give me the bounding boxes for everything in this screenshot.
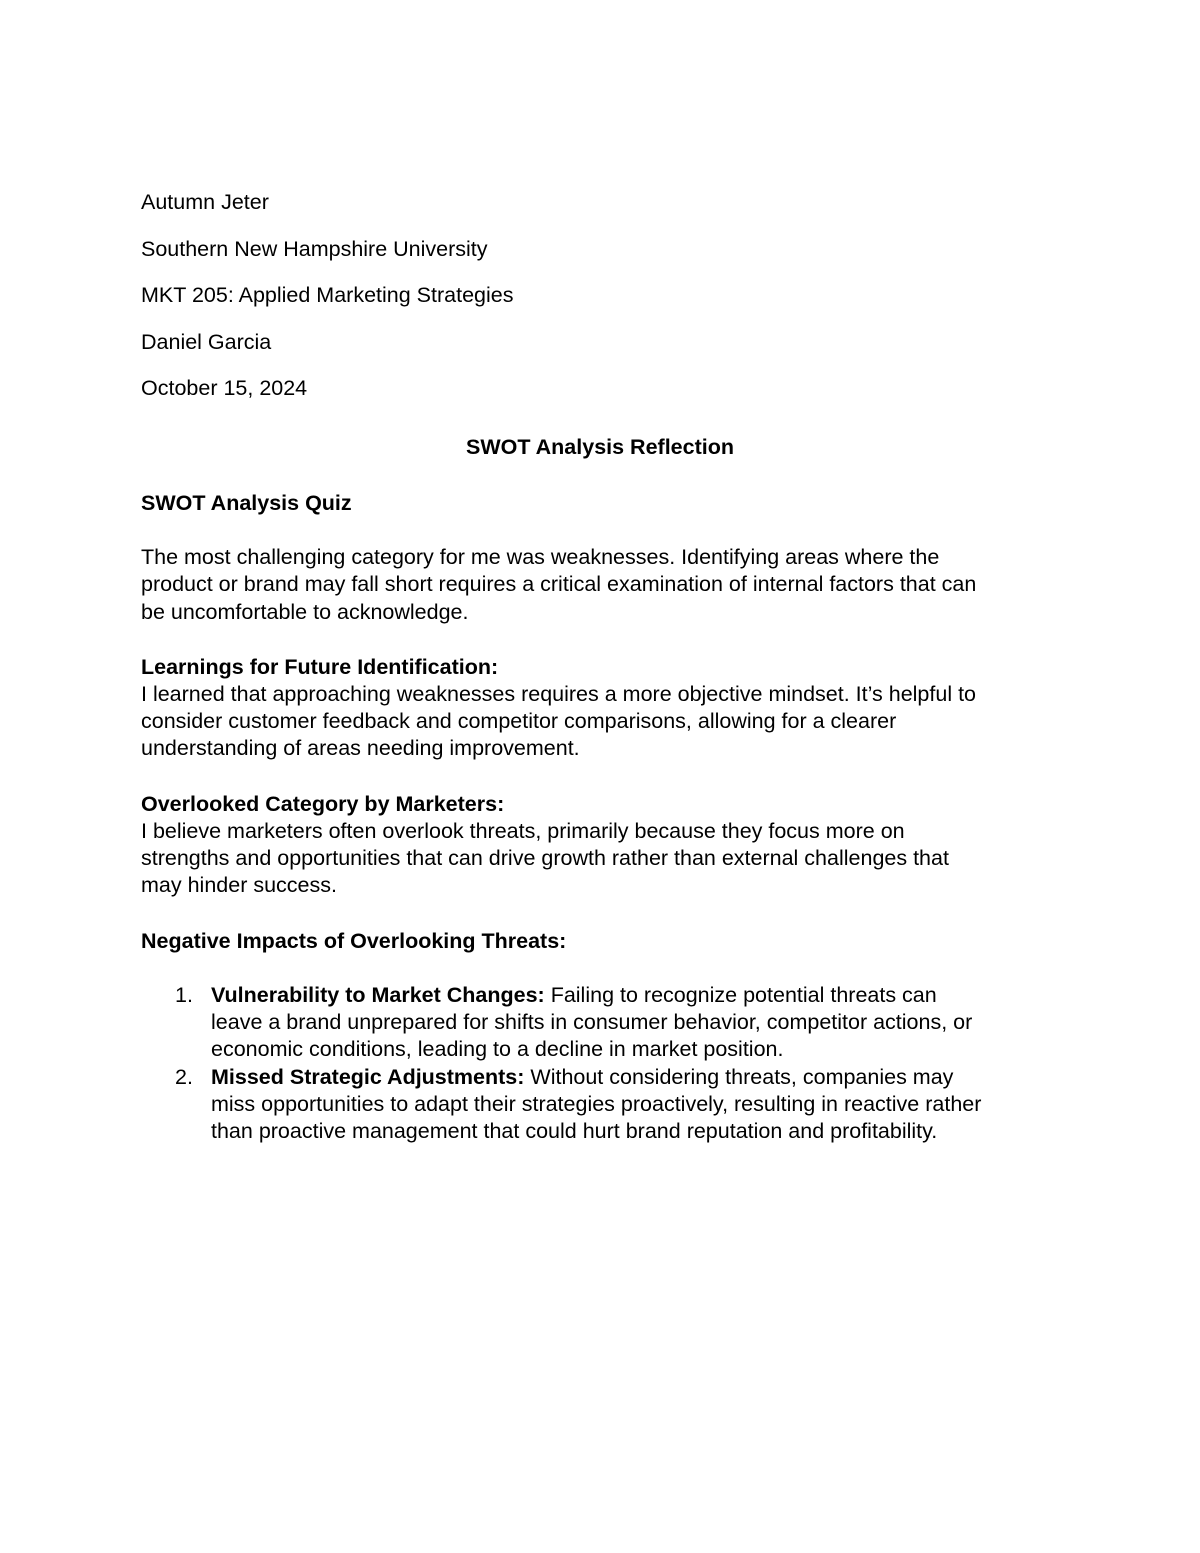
list-item	[141, 1064, 1066, 1146]
section-paragraph-quiz	[141, 544, 1066, 626]
section-heading-impacts: Negative Impacts of Overlooking Threats:	[141, 928, 567, 953]
section-heading-learnings: Learnings for Future Identification:	[141, 654, 499, 679]
paragraph-line: understanding of areas needing improvement.	[141, 736, 580, 761]
paragraph-line: consider customer feedback and competitor comparisons, allowing for a clearer	[141, 709, 897, 734]
course-name: MKT 205: Applied Marketing Strategies	[141, 283, 514, 307]
list-item-text: miss opportunities to adapt their strategies proactively, resulting in reactive rather	[211, 1091, 982, 1116]
paragraph-line: may hinder success.	[141, 873, 337, 898]
document-body	[141, 489, 1066, 1145]
author-name: Autumn Jeter	[141, 190, 269, 214]
impacts-list	[141, 982, 1066, 1146]
list-item-number: 1.	[175, 982, 193, 1007]
list-item-label: Missed Strategic Adjustments:	[211, 1064, 525, 1089]
section-paragraph-learnings	[141, 681, 1066, 763]
document-title: SWOT Analysis Reflection	[465, 435, 734, 459]
list-item-text: than proactive management that could hurt brand reputation and profitability.	[211, 1119, 938, 1144]
list-item-number: 2.	[175, 1064, 193, 1089]
section-heading-quiz: SWOT Analysis Quiz	[141, 491, 352, 515]
instructor-name: Daniel Garcia	[141, 329, 272, 354]
list-item-text: leave a brand unprepared for shifts in consumer behavior, competitor actions, or	[211, 1009, 973, 1034]
paragraph-line: product or brand may fall short requires a critical examination of internal factors that can	[141, 572, 977, 597]
section-paragraph-overlooked	[141, 818, 1066, 900]
document-date: October 15, 2024	[141, 376, 308, 400]
document-header	[141, 188, 1061, 421]
list-item-text: Failing to recognize potential threats can	[544, 982, 937, 1007]
section-heading-overlooked: Overlooked Category by Marketers:	[141, 791, 505, 816]
paragraph-line: strengths and opportunities that can drive growth rather than external challenges that	[141, 846, 949, 871]
list-item	[141, 982, 1066, 1064]
paragraph-line: I learned that approaching weaknesses requires a more objective mindset. It’s helpful to	[141, 681, 976, 706]
list-item-text: economic conditions, leading to a decline in market position.	[211, 1037, 784, 1062]
list-item-text: Without considering threats, companies may	[524, 1064, 954, 1089]
list-item-label: Vulnerability to Market Changes:	[211, 982, 545, 1007]
paragraph-line: be uncomfortable to acknowledge.	[141, 599, 469, 624]
institution-name: Southern New Hampshire University	[141, 236, 488, 261]
paragraph-line: The most challenging category for me was weaknesses. Identifying areas where the	[141, 545, 940, 569]
paragraph-line: I believe marketers often overlook threats, primarily because they focus more on	[141, 818, 905, 843]
